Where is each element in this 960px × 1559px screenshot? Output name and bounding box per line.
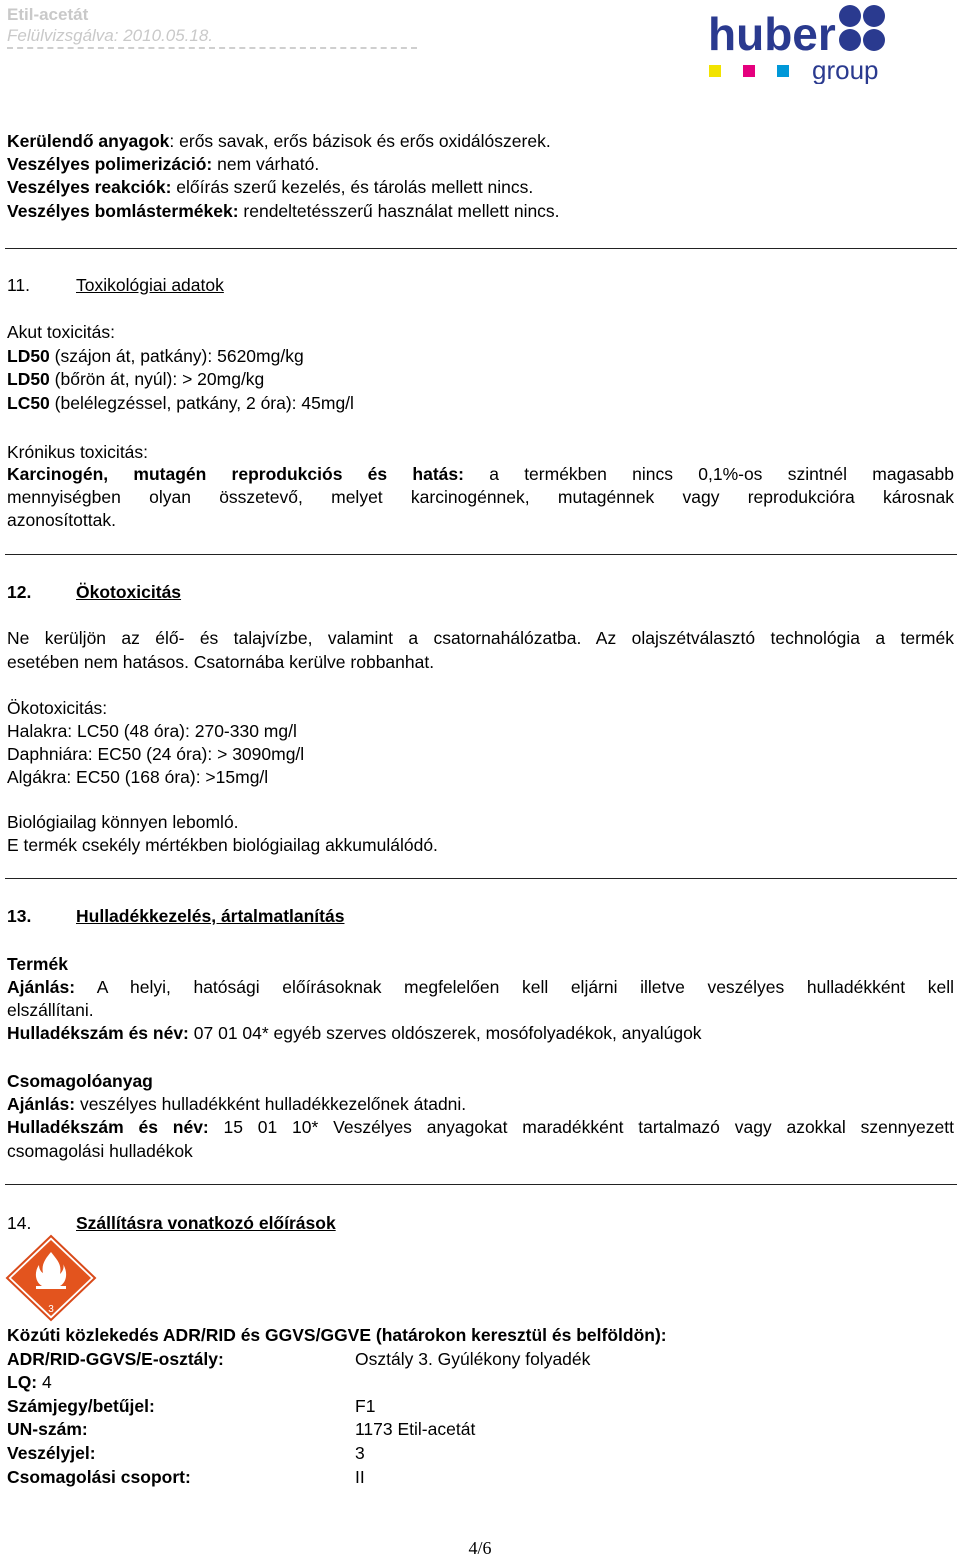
un-number-label: UN-szám: xyxy=(7,1419,88,1439)
logo-clover-icon xyxy=(839,5,885,51)
lq-line: LQ: 4 xyxy=(7,1372,52,1392)
adr-class-label: ADR/RID-GGVS/E-osztály: xyxy=(7,1349,224,1369)
logo-magenta-square xyxy=(743,65,755,77)
bioaccumulation-line: E termék csekély mértékben biológiailag akkumulálódó. xyxy=(7,835,438,855)
section-12-heading: 12. Ökotoxicitás xyxy=(7,582,182,602)
section-13-heading: 13. Hulladékkezelés, ártalmatlanítás xyxy=(7,906,345,926)
carcinogen-line-2: mennyiségben olyan összetevő, melyet karcinogénnek, mutagénnek vagy reprodukcióra károsnak xyxy=(7,487,954,507)
acute-toxicity-heading: Akut toxicitás: xyxy=(7,322,115,342)
header-divider xyxy=(7,47,417,49)
adr-class-value: Osztály 3. Gyúlékony folyadék xyxy=(355,1349,591,1369)
reactions-line: Veszélyes reakciók: előírás szerű kezelés, és tárolás mellett nincs. xyxy=(7,177,534,197)
road-transport-heading: Közúti közlekedés ADR/RID és GGVS/GGVE (határokon keresztül és belföldön): xyxy=(7,1325,667,1345)
section-divider xyxy=(5,1184,957,1185)
packaging-recommendation-line: Ajánlás: veszélyes hulladékként hulladékkezelőnek átadni. xyxy=(7,1094,467,1114)
ld50-oral-line: LD50 (szájon át, patkány): 5620mg/kg xyxy=(7,346,304,366)
polymerization-line: Veszélyes polimerizáció: nem várható. xyxy=(7,154,320,174)
logo-subword: group xyxy=(812,55,879,84)
revision-date: Felülvizsgálva: 2010.05.18. xyxy=(7,26,214,45)
section-11-heading: 11. Toxikológiai adatok xyxy=(7,275,224,295)
svg-text:3: 3 xyxy=(48,1304,54,1315)
section-14-heading: 14. Szállításra vonatkozó előírások xyxy=(7,1213,336,1233)
un-number-value: 1173 Etil-acetát xyxy=(355,1419,476,1439)
product-recommendation-line-1: Ajánlás: A helyi, hatósági előírásoknak megfelelően kell eljárni illetve veszélyes hulladékként kell xyxy=(7,977,954,997)
classification-code-label: Számjegy/betűjel: xyxy=(7,1396,155,1416)
algae-toxicity-line: Algákra: EC50 (168 óra): >15mg/l xyxy=(7,767,269,787)
hazard-label-value: 3 xyxy=(355,1443,365,1463)
document-title: Etil-acetát xyxy=(7,5,89,24)
section-divider xyxy=(5,878,957,879)
ecotoxicity-heading: Ökotoxicitás: xyxy=(7,698,108,718)
logo-yellow-square xyxy=(709,65,721,77)
section-divider xyxy=(5,248,957,249)
product-recommendation-line-2: elszállítani. xyxy=(7,1000,94,1020)
flammable-liquid-pictogram-icon xyxy=(5,1234,97,1322)
page-number: 4/6 xyxy=(468,1538,492,1558)
product-subheading: Termék xyxy=(7,954,68,974)
fish-toxicity-line: Halakra: LC50 (48 óra): 270-330 mg/l xyxy=(7,721,297,741)
lc50-inhalation-line: LC50 (belélegzéssel, patkány, 2 óra): 45mg/l xyxy=(7,393,354,413)
decomposition-line: Veszélyes bomlástermékek: rendeltetésszerű használat mellett nincs. xyxy=(7,201,560,221)
packaging-waste-code-line-1: Hulladékszám és név: 15 01 10* Veszélyes anyagokat maradékként tartalmazó vagy azokkal szennyezett xyxy=(7,1117,954,1137)
avoid-materials-line: Kerülendő anyagok: erős savak, erős bázisok és erős oxidálószerek. xyxy=(7,131,551,151)
packing-group-label: Csomagolási csoport: xyxy=(7,1467,191,1487)
biodegradability-line: Biológiailag könnyen lebomló. xyxy=(7,812,239,832)
logo-cyan-square xyxy=(777,65,789,77)
chronic-toxicity-heading: Krónikus toxicitás: xyxy=(7,442,149,462)
logo-wordmark: huber xyxy=(708,8,836,60)
hazard-label-label: Veszélyjel: xyxy=(7,1443,96,1463)
carcinogen-line-3: azonosítottak. xyxy=(7,510,116,530)
daphnia-toxicity-line: Daphniára: EC50 (24 óra): > 3090mg/l xyxy=(7,744,305,764)
packaging-subheading: Csomagolóanyag xyxy=(7,1071,153,1091)
huber-group-logo xyxy=(706,2,891,84)
ld50-dermal-line: LD50 (bőrön át, nyúl): > 20mg/kg xyxy=(7,369,265,389)
section-divider xyxy=(5,554,957,555)
classification-code-value: F1 xyxy=(355,1396,376,1416)
packing-group-value: II xyxy=(355,1467,365,1487)
product-waste-code-line: Hulladékszám és név: 07 01 04* egyéb szerves oldószerek, mosófolyadékok, anyalúgok xyxy=(7,1023,702,1043)
ecology-paragraph-line-1: Ne kerüljön az élő- és talajvízbe, valamint a csatornahálózatba. Az olajszétválasztó technológia a termék xyxy=(7,628,954,648)
packaging-waste-code-line-2: csomagolási hulladékok xyxy=(7,1141,193,1161)
ecology-paragraph-line-2: esetében nem hatásos. Csatornába kerülve robbanhat. xyxy=(7,652,435,672)
carcinogen-line-1: Karcinogén, mutagén reprodukciós és hatás: a termékben nincs 0,1%-os szintnél magasabb xyxy=(7,464,955,484)
